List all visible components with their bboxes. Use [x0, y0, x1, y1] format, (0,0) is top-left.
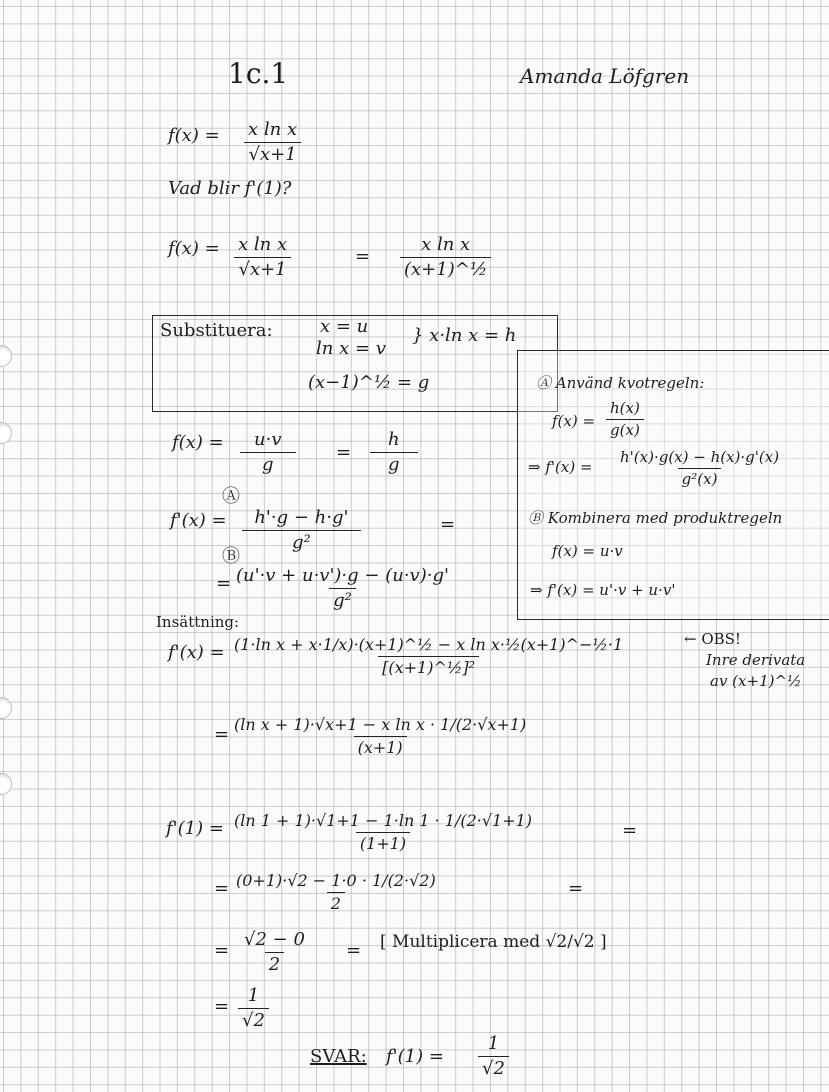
punch-hole [0, 697, 12, 719]
rule-a-f-denominator: g(x) [606, 419, 644, 439]
rewrite-numerator-1: x ln x [238, 234, 288, 255]
answer-numerator: 1 [487, 1033, 500, 1054]
eval-fraction-2 [232, 872, 440, 912]
rewrite-denominator-2: (x+1)^½ [400, 257, 491, 280]
rule-a-f-numerator: h(x) [610, 399, 640, 417]
f-definition-lhs: f(x) = [168, 125, 220, 146]
eval-fraction-3 [240, 930, 309, 975]
rule-a-deriv-fraction [616, 449, 783, 487]
fprime-numerator: h'·g − h·g' [254, 507, 349, 528]
eval-numerator-2: (0+1)·√2 − 1·0 · 1/(2·√2) [236, 871, 436, 890]
deriv-f-lhs: f(x) = [172, 432, 224, 453]
step2-denominator: (x+1) [354, 736, 407, 757]
f-definition-fraction [244, 120, 301, 165]
insertion-label: Insättning: [156, 613, 240, 631]
fprime2-lhs: = [216, 573, 232, 594]
insertion-numerator: (1·ln x + x·1/x)·(x+1)^½ − x ln x·½(x+1)^−½·1 [234, 635, 624, 654]
problem-id: 1c.1 [228, 57, 289, 90]
rewrite-fraction-2 [400, 235, 491, 280]
rewrite-denominator-1: √x+1 [234, 257, 290, 280]
eval-equals-3: = [346, 940, 362, 961]
eval-row2-lhs: = [214, 878, 230, 899]
rewrite-numerator-2: x ln x [421, 234, 471, 255]
deriv-f-numerator-1: u·v [254, 429, 282, 450]
eval-numerator-3: √2 − 0 [244, 929, 305, 950]
deriv-f-fraction-2 [370, 430, 418, 475]
eval-denominator-3: 2 [265, 952, 284, 975]
step2-equals: = [214, 724, 230, 745]
deriv-f-numerator-2: h [387, 429, 400, 450]
rule-a-deriv-denominator: g²(x) [678, 468, 722, 488]
marker-a: Ⓐ [222, 486, 240, 507]
f-numerator: x ln x [248, 119, 298, 140]
insertion-lhs: f'(x) = [168, 642, 225, 663]
deriv-f-fraction-1 [240, 430, 296, 475]
obs-note: ← OBS! [684, 630, 741, 648]
eval-equals-1: = [622, 820, 638, 841]
eval-fraction-1 [230, 812, 536, 852]
answer-fraction [478, 1034, 509, 1079]
eval-lhs: f'(1) = [166, 818, 224, 839]
eval-denominator-1: (1+1) [356, 832, 410, 853]
rule-b-f: f(x) = u·v [552, 542, 623, 560]
rule-a-deriv-lhs: ⇒ f'(x) = [528, 458, 593, 476]
step2-fraction [230, 716, 530, 756]
rule-b-title: Ⓑ Kombinera med produktregeln [528, 509, 783, 527]
author-name: Amanda Löfgren [520, 64, 690, 88]
obs-note-line1: Inre derivata [706, 651, 806, 669]
answer-lhs: f'(1) = [386, 1046, 444, 1067]
rule-a-title: Ⓐ Använd kvotregeln: [536, 374, 705, 392]
deriv-f-denominator-1: g [240, 452, 296, 475]
substitution-h: } x·ln x = h [412, 325, 517, 346]
deriv-f-denominator-2: g [370, 452, 418, 475]
rule-a-deriv-numerator: h'(x)·g(x) − h(x)·g'(x) [620, 448, 780, 466]
deriv-f-equals: = [336, 442, 352, 463]
punch-hole [0, 345, 12, 367]
insertion-denominator: [(x+1)^½]² [378, 656, 479, 677]
substitution-x-u: x = u [320, 316, 369, 337]
question-text: Vad blir f'(1)? [168, 178, 292, 199]
rewrite-fraction-1 [234, 235, 291, 280]
eval-row4-lhs: = [214, 996, 230, 1017]
substitution-label: Substituera: [160, 320, 273, 341]
fprime2-denominator: g² [329, 588, 356, 611]
punch-hole [0, 773, 12, 795]
fprime2-numerator: (u'·v + u·v')·g − (u·v)·g' [236, 565, 449, 586]
obs-note-line2: av (x+1)^½ [710, 672, 802, 690]
eval-numerator-1: (ln 1 + 1)·√1+1 − 1·ln 1 · 1/(2·√1+1) [234, 811, 533, 830]
eval-denominator-2: 2 [327, 892, 345, 913]
substitution-ln-v: ln x = v [316, 338, 386, 359]
punch-hole [0, 422, 12, 444]
rule-b-deriv: ⇒ f'(x) = u'·v + u·v' [530, 581, 676, 599]
insertion-fraction [230, 636, 627, 676]
rewrite-equals: = [355, 246, 371, 267]
f-denominator: √x+1 [244, 142, 300, 165]
rule-a-f-fraction [606, 400, 644, 438]
fprime2-fraction [232, 566, 453, 611]
answer-label: SVAR: [310, 1046, 367, 1067]
eval-numerator-4: 1 [247, 985, 260, 1006]
multiply-note: [ Multiplicera med √2/√2 ] [380, 932, 607, 952]
eval-equals-2: = [568, 878, 584, 899]
eval-row3-lhs: = [214, 940, 230, 961]
rewrite-lhs: f(x) = [168, 238, 220, 259]
eval-fraction-4 [238, 986, 269, 1031]
rule-a-f-lhs: f(x) = [552, 412, 596, 430]
fprime-lhs: f'(x) = [170, 510, 227, 531]
fprime-denominator: g² [242, 530, 361, 553]
answer-denominator: √2 [478, 1056, 509, 1079]
substitution-g: (x−1)^½ = g [308, 372, 430, 393]
marker-b: Ⓑ [222, 546, 240, 567]
fprime-fraction [242, 508, 361, 553]
fprime-equals: = [440, 514, 456, 535]
eval-denominator-4: √2 [238, 1008, 269, 1031]
step2-numerator: (ln x + 1)·√x+1 − x ln x · 1/(2·√x+1) [234, 715, 527, 734]
